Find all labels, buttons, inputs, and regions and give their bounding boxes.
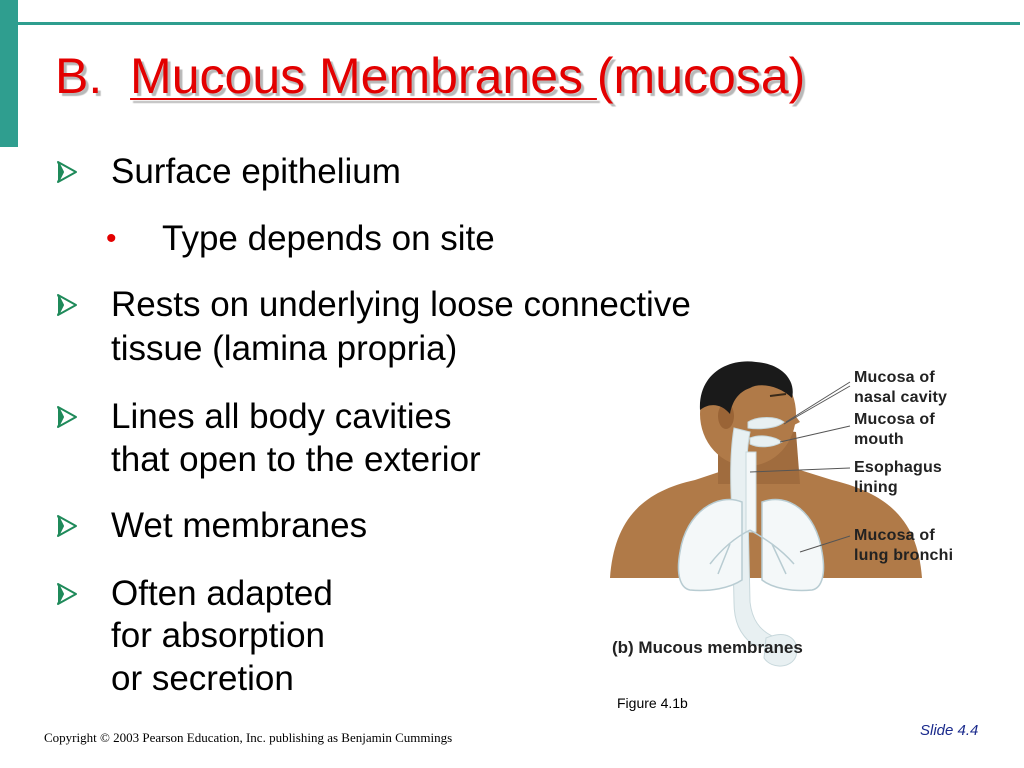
bullet-rests-on-line1: Rests on underlying loose connective	[111, 285, 691, 324]
bullet-arrow-icon	[55, 405, 79, 429]
bullet-arrow-icon	[55, 160, 79, 184]
figure-reference: Figure 4.1b	[617, 695, 688, 711]
bullet-rests-on-line2: tissue (lamina propria)	[111, 329, 458, 368]
title-parenthetical: (mucosa)	[596, 48, 806, 104]
label-mucosa-mouth-line2: mouth	[854, 431, 904, 448]
title-main: Mucous Membranes	[130, 48, 597, 104]
title-letter: B.	[55, 48, 103, 104]
copyright-notice: Copyright © 2003 Pearson Education, Inc. publishing as Benjamin Cummings	[44, 730, 453, 745]
bullet-lines-cavities-line2: that open to the exterior	[111, 440, 481, 479]
bullet-wet-membranes: Wet membranes	[111, 506, 368, 545]
label-mucosa-nasal-line2: nasal cavity	[854, 389, 948, 406]
bullet-often-adapted-line2: for absorption	[111, 616, 326, 655]
slide-title	[55, 46, 805, 106]
sub-bullet-dot-icon: •	[106, 222, 117, 255]
bullet-arrow-icon	[55, 293, 79, 317]
bullet-often-adapted-line1: Often adapted	[111, 574, 333, 613]
bullet-arrow-icon	[55, 514, 79, 538]
label-esophagus-line2: lining	[854, 479, 898, 496]
label-mucosa-mouth-line1: Mucosa of	[854, 411, 935, 428]
bullet-surface-epithelium: Surface epithelium	[111, 152, 401, 191]
figure-caption: (b) Mucous membranes	[612, 638, 803, 657]
label-esophagus-line1: Esophagus	[854, 459, 943, 476]
label-mucosa-nasal-line1: Mucosa of	[854, 369, 935, 386]
label-mucosa-bronchi-line1: Mucosa of	[854, 527, 935, 544]
slide-number: Slide 4.4	[920, 722, 979, 739]
bullet-often-adapted-line3: or secretion	[111, 659, 294, 698]
accent-horizontal-rule	[18, 22, 1020, 25]
sub-bullet-type-depends: Type depends on site	[162, 219, 495, 258]
accent-vertical-bar	[0, 0, 18, 147]
label-mucosa-bronchi-line2: lung bronchi	[854, 547, 954, 564]
mucous-membranes-figure	[600, 352, 970, 670]
bullet-arrow-icon	[55, 582, 79, 606]
bullet-lines-cavities-line1: Lines all body cavities	[111, 397, 452, 436]
